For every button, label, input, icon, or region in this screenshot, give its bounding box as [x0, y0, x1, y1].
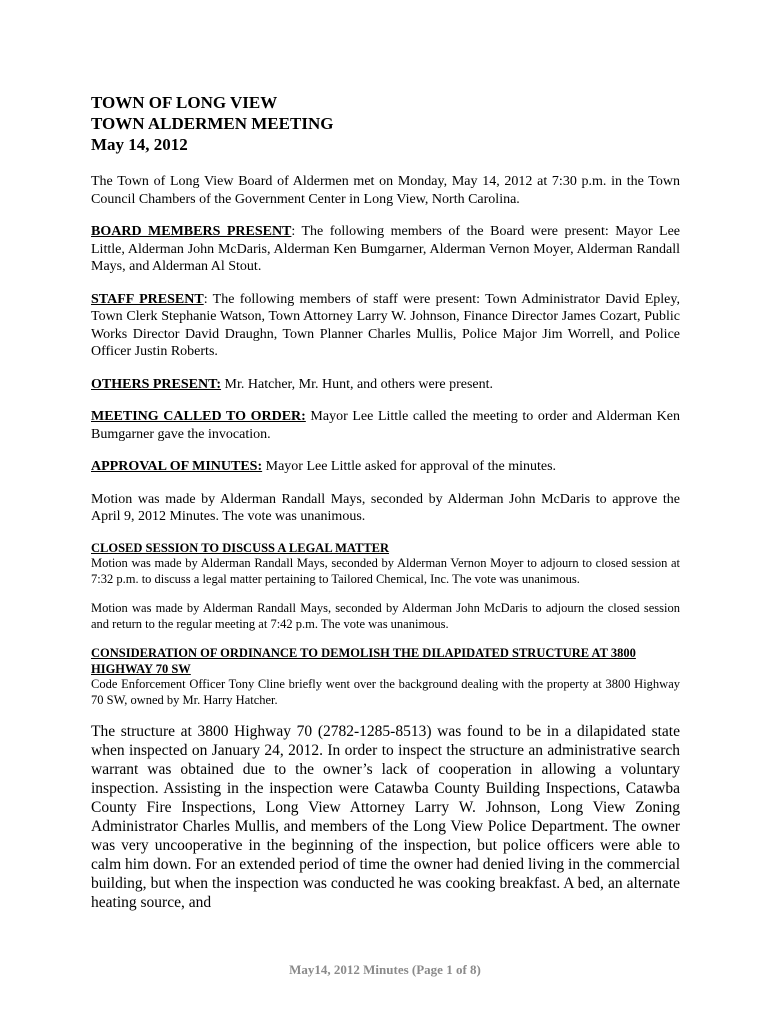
staff-label: STAFF PRESENT — [91, 291, 204, 307]
called-text: Mayor Lee Little called the meeting to order and Alderman Ken Bumgarner gave the invocation. — [91, 409, 680, 442]
called-paragraph — [91, 408, 680, 443]
others-text: Mr. Hatcher, Mr. Hunt, and others were present. — [221, 376, 494, 392]
closed-session-motion: Motion was made by Alderman Randall Mays, seconded by Alderman Vernon Moyer to adjourn to closed session at 7:32 p.m. to discuss a legal matter pertaining to Tailored Chemical, Inc. The vote was unanimous. — [91, 556, 680, 586]
approval-paragraph — [91, 458, 680, 476]
intro-paragraph: The Town of Long View Board of Aldermen met on Monday, May 14, 2012 at 7:30 p.m. in the Town Council Chambers of the Government Center in Long View, North Carolina. — [91, 174, 680, 207]
approval-label: APPROVAL OF MINUTES: — [91, 459, 263, 474]
staff-paragraph — [91, 291, 680, 361]
others-label: OTHERS PRESENT: — [91, 376, 222, 392]
ordinance-text: Code Enforcement Officer Tony Cline briefly went over the background dealing with the property at 3800 Highway 70 SW, owned by Mr. Harry Hatcher. — [91, 677, 680, 707]
approval-text: Mayor Lee Little asked for approval of the minutes. — [262, 459, 557, 474]
closed-session-heading: CLOSED SESSION TO DISCUSS A LEGAL MATTER — [91, 540, 390, 555]
board-members-label: BOARD MEMBERS PRESENT — [91, 224, 292, 239]
board-members-text: : The following members of the Board were present: Mayor Lee Little, Alderman John McDaris, Alderman Ken Bumgarner, Alderman Vernon Moyer, Alderman Randall Mays, and Alderman Al Stout. — [91, 224, 681, 274]
closed-session-return-motion: Motion was made by Alderman Randall Mays, seconded by Alderman John McDaris to adjourn the closed session and return to the regular meeting at 7:42 p.m. The vote was unanimous. — [91, 601, 680, 631]
others-paragraph — [91, 376, 680, 394]
town-title: TOWN OF LONG VIEW — [91, 93, 278, 112]
minutes-page — [91, 92, 680, 912]
structure-paragraph: The structure at 3800 Highway 70 (2782-1285-8513) was found to be in a dilapidated state when inspected on January 24, 2012. In order to inspect the structure an administrative search warrant was obtained due to the owner’s lack of cooperation in allowing a voluntary inspection. Assisting in the inspection were Catawba County Building Inspections, Catawba County Fire Inspections, Long View Attorney Larry W. Johnson, Long View Zoning Administrator Charles Mullis, and members of the Long View Police Department. The owner was very uncooperative in the beginning of the inspection, but police officers were able to calm him down. For an extended period of time the owner had denied living in the commercial building, but when the inspection was conducted he was cooking breakfast. A bed, an alternate heating source, and — [91, 723, 680, 911]
meeting-date: May 14, 2012 — [91, 135, 188, 154]
ordinance-heading: CONSIDERATION OF ORDINANCE TO DEMOLISH THE DILAPIDATED STRUCTURE AT 3800 HIGHWAY 70 SW — [91, 646, 636, 676]
approval-motion: Motion was made by Alderman Randall Mays, seconded by Alderman John McDaris to approve the April 9, 2012 Minutes. The vote was unanimous. — [91, 491, 680, 524]
staff-text: : The following members of staff were present: Town Administrator David Epley, Town Clerk Stephanie Watson, Town Attorney Larry W. Johnson, Finance Director James Cozart, Public Works Director David Draughn, Town Planner Charles Mullis, Police Major Jim Worrell, and Police Officer Justin Roberts. — [91, 291, 680, 359]
called-label: MEETING CALLED TO ORDER: — [91, 409, 306, 424]
page-footer: May14, 2012 Minutes (Page 1 of 8) — [289, 962, 481, 977]
board-members-paragraph — [91, 223, 680, 276]
meeting-title: TOWN ALDERMEN MEETING — [91, 114, 334, 133]
